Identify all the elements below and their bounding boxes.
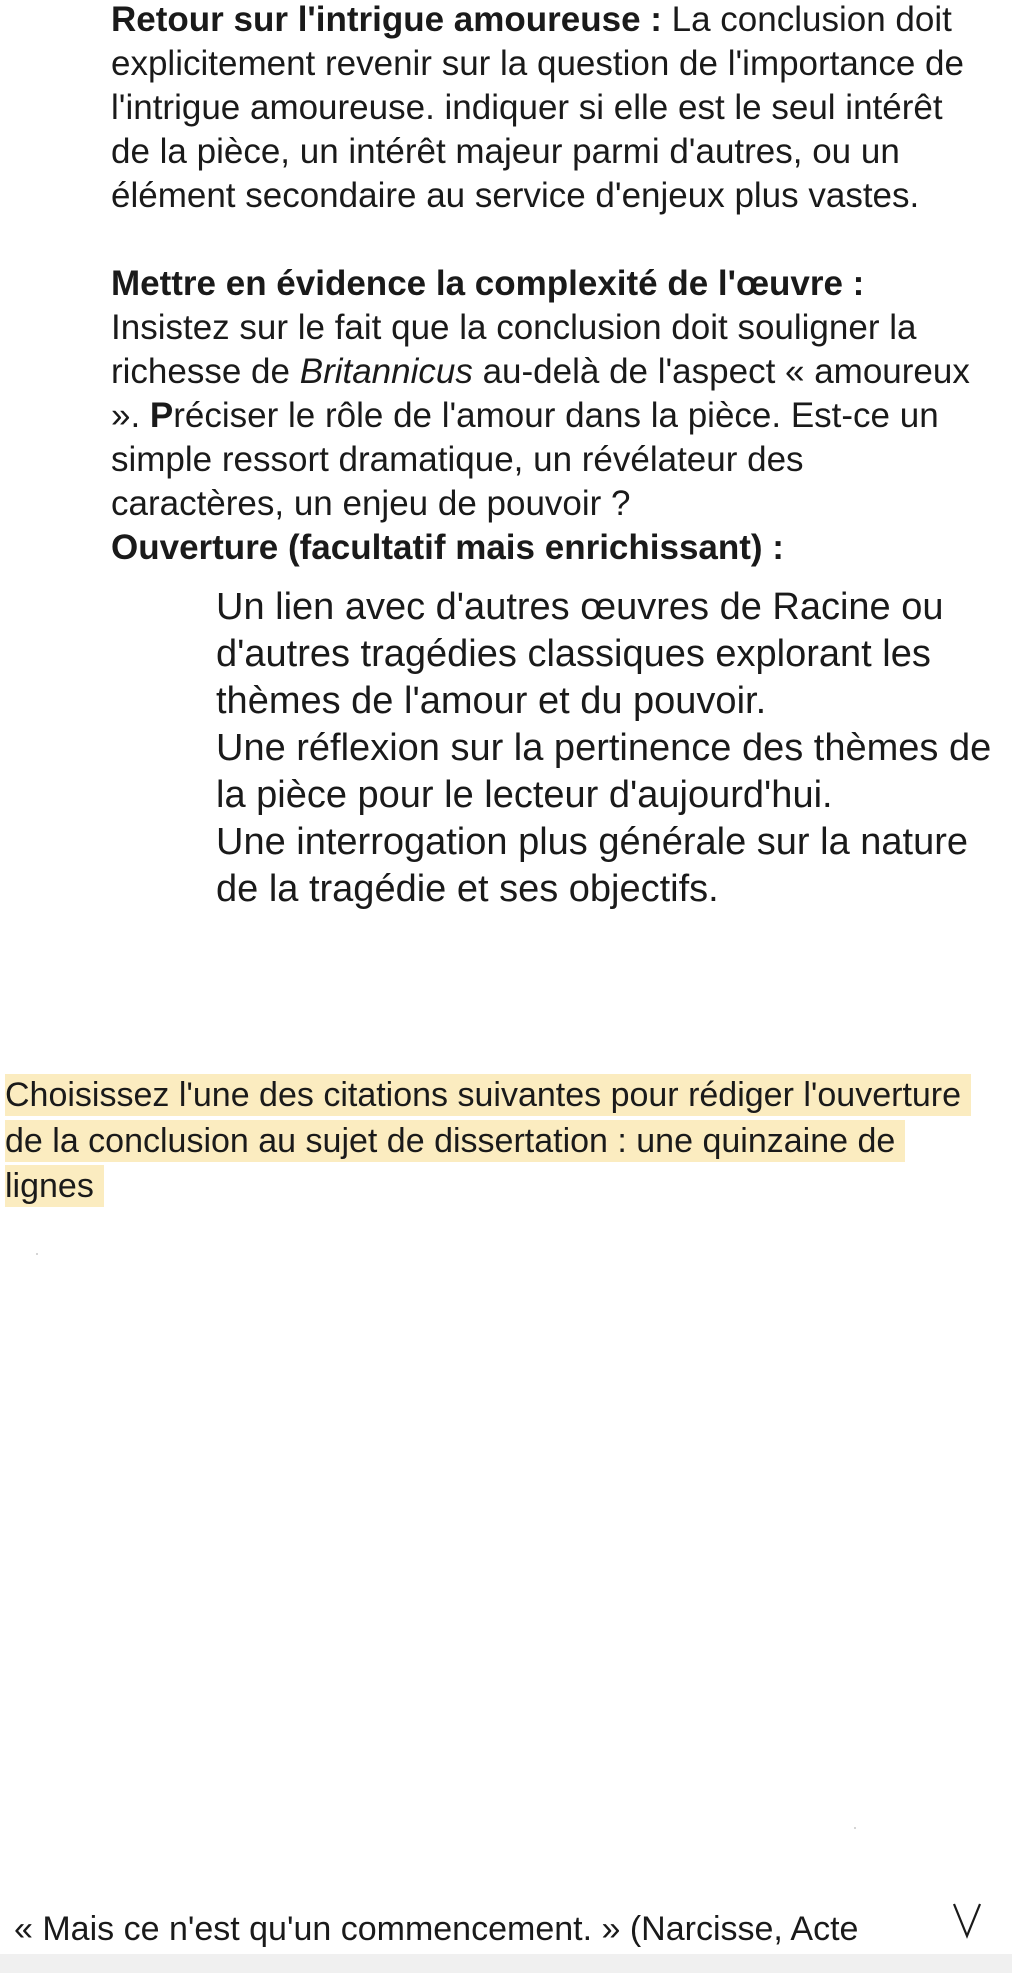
quote-text: « Mais ce n'est qu'un commencement. » (Narcisse, Acte: [14, 1910, 859, 1948]
body-intrigue-amoureuse: La conclusion doit explicitement revenir sur la question de l'importance de l'intrigue amoureuse. indiquer si elle est le seul intérêt de la pièce, un intérêt majeur parmi d'autres, ou un élément secondaire au service d'enjeux plus vastes.: [111, 0, 964, 215]
list-item: Une réflexion sur la pertinence des thèmes de la pièce pour le lecteur d'aujourd'hui.: [216, 727, 992, 816]
stray-dot: [854, 1827, 856, 1829]
body-complexite-part2: au-delà de l'aspect « amoureux ».: [111, 352, 970, 435]
ouverture-list: [216, 584, 996, 913]
heading-ouverture: Ouverture (facultatif mais enrichissant) :: [111, 528, 784, 567]
heading-intrigue-amoureuse: Retour sur l'intrigue amoureuse :: [111, 0, 662, 39]
body-complexite-part1: Insistez sur le fait que la conclusion doit souligner la richesse de: [111, 308, 917, 391]
body-complexite-part3: réciser le rôle de l'amour dans la pièce. Est-ce un simple ressort dramatique, un révélateur des caractères, un enjeu de pouvoir ?: [111, 396, 939, 523]
highlighted-instruction: Choisissez l'une des citations suivantes pour rédiger l'ouverture de la conclusion au sujet de dissertation : une quinzaine de lignes: [5, 1074, 971, 1207]
heading-complexite-oeuvre: Mettre en évidence la complexité de l'œuvre :: [111, 264, 865, 303]
instruction-block: [5, 1073, 965, 1210]
list-item: Un lien avec d'autres œuvres de Racine ou d'autres tragédies classiques explorant les thèmes de l'amour et du pouvoir.: [216, 586, 944, 722]
quote-line: [14, 1907, 858, 1951]
paragraph-complexite-oeuvre: [111, 262, 981, 526]
paragraph-intrigue-amoureuse: [111, 0, 981, 218]
list-item: Une interrogation plus générale sur la nature de la tragédie et ses objectifs.: [216, 821, 969, 910]
footer-bar: [0, 1954, 1012, 1973]
paragraph-ouverture: [111, 526, 981, 570]
bold-initial: P: [149, 396, 174, 435]
stray-dot: [36, 1253, 38, 1255]
roman-numeral-v-glyph: [952, 1900, 982, 1940]
work-title: Britannicus: [299, 352, 473, 391]
